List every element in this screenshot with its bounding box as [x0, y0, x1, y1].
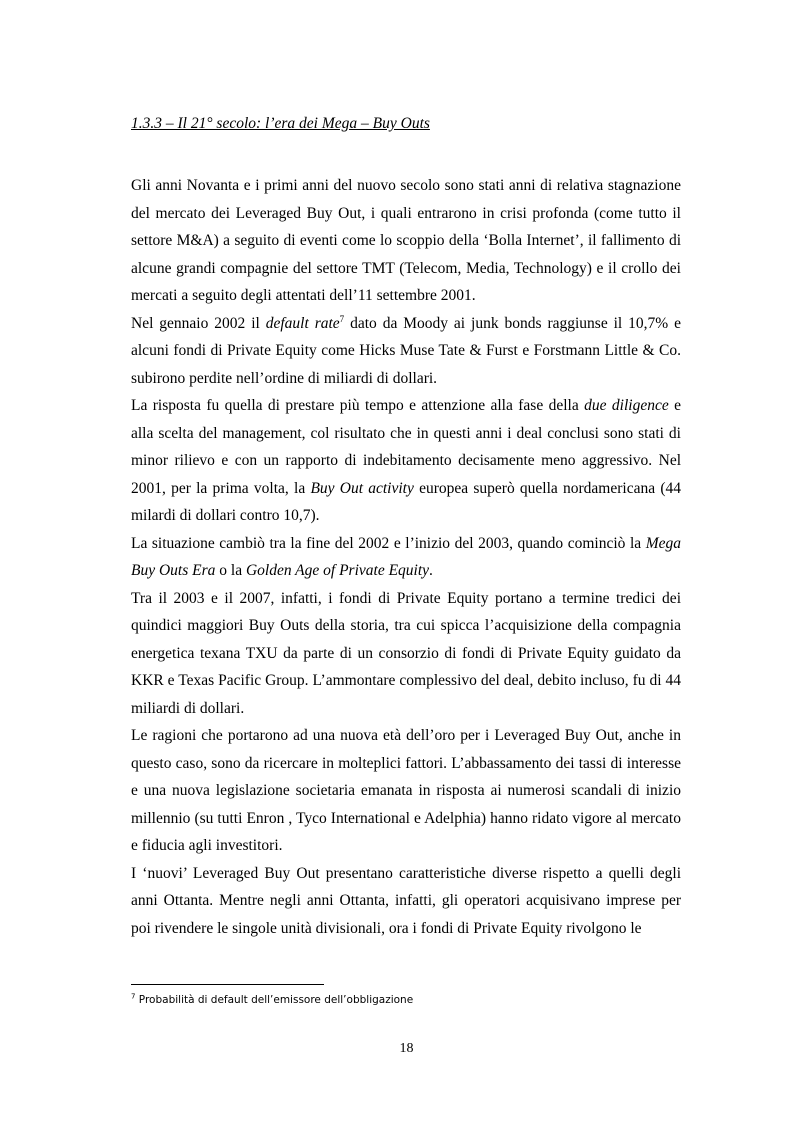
- footnote: [131, 993, 413, 1007]
- paragraph-3-text-c: europea superò quella nordamericana (44 milardi di dollari contro 10,7).: [131, 479, 681, 524]
- footnote-text: Probabilità di default dell’emissore dell’obbligazione: [135, 994, 414, 1006]
- paragraph-1-text: Gli anni Novanta e i primi anni del nuovo secolo sono stati anni di relativa stagnazione del mercato dei Leveraged Buy Out, i quali entrarono in crisi profonda (come tutto il settore M&A) a seguito di eventi come lo scoppio della ‘Bolla Internet’, il fallimento di alcune grandi compagnie del settore TMT (Telecom, Media, Technology) e il crollo dei mercati a seguito degli attentati dell’11 settembre 2001.: [131, 177, 681, 304]
- paragraph-3-italic-b: Buy Out activity: [310, 479, 414, 497]
- paragraph-3-text-a: La risposta fu quella di prestare più tempo e attenzione alla fase della: [131, 397, 585, 414]
- paragraph-4: [131, 530, 681, 585]
- paragraph-6: [131, 722, 681, 860]
- paragraph-4-text-a: La situazione cambiò tra la fine del 2002 e l’inizio del 2003, quando cominciò la: [131, 534, 646, 552]
- paragraph-3: [131, 392, 681, 530]
- paragraph-2: [131, 310, 681, 393]
- paragraph-3-text-b: e alla scelta del management, col risultato che in questi anni i deal conclusi sono stati di minor rilievo e con un rapporto di indebitamento decisamente meno aggressivo. Nel 2001, per la prima volta, la: [131, 397, 681, 497]
- paragraph-2-text-a: Nel gennaio 2002 il: [131, 314, 266, 332]
- paragraph-4-italic-a: Mega Buy Outs Era: [131, 534, 681, 579]
- paragraph-4-text-b: o la: [215, 562, 246, 579]
- paragraph-7-text: I ‘nuovi’ Leveraged Buy Out presentano caratteristiche diverse rispetto a quelli degli anni Ottanta. Mentre negli anni Ottanta, infatti, gli operatori acquisivano imprese per poi rivendere le singole unità divisionali, ora i fondi di Private Equity rivolgono le: [131, 864, 681, 937]
- paragraph-7: [131, 860, 681, 943]
- paragraph-4-text-c: .: [429, 562, 433, 579]
- paragraph-5: [131, 585, 681, 723]
- footnote-number: 7: [131, 992, 136, 1001]
- paragraph-2-text-b: dato da Moody ai junk bonds raggiunse il 10,7% e alcuni fondi di Private Equity come Hicks Muse Tate & Furst e Forstmann Little & Co. subirono perdite nell’ordine di miliardi di dollari.: [131, 314, 681, 387]
- paragraph-4-italic-b: Golden Age of Private Equity: [245, 562, 430, 579]
- paragraph-6-text: Le ragioni che portarono ad una nuova età dell’oro per i Leveraged Buy Out, anche in questo caso, sono da ricercare in molteplici fattori. L’abbassamento dei tassi di interesse e una nuova legislazione societaria emanata in risposta ai numerosi scandali di inizio millennio (su tutti Enron , Tyco International e Adelphia) hanno ridato vigore al mercato e fiducia agli investitori.: [131, 727, 681, 854]
- paragraph-1: [131, 172, 681, 310]
- body-text: [131, 172, 681, 942]
- footnote-divider: [131, 984, 324, 985]
- footnote-reference[interactable]: 7: [339, 313, 345, 324]
- section-heading: 1.3.3 – Il 21° secolo: l’era dei Mega – Buy Outs: [131, 115, 430, 132]
- page-number: 18: [399, 1041, 414, 1056]
- paragraph-2-italic-a: default rate: [265, 314, 340, 332]
- paragraph-5-text: Tra il 2003 e il 2007, infatti, i fondi di Private Equity portano a termine tredici dei quindici maggiori Buy Outs della storia, tra cui spicca l’acquisizione della compagnia energetica texana TXU da parte di un consorzio di fondi di Private Equity guidato da KKR e Texas Pacific Group. L’ammontare complessivo del deal, debito incluso, fu di 44 miliardi di dollari.: [131, 589, 681, 717]
- paragraph-3-italic-a: due diligence: [584, 397, 669, 414]
